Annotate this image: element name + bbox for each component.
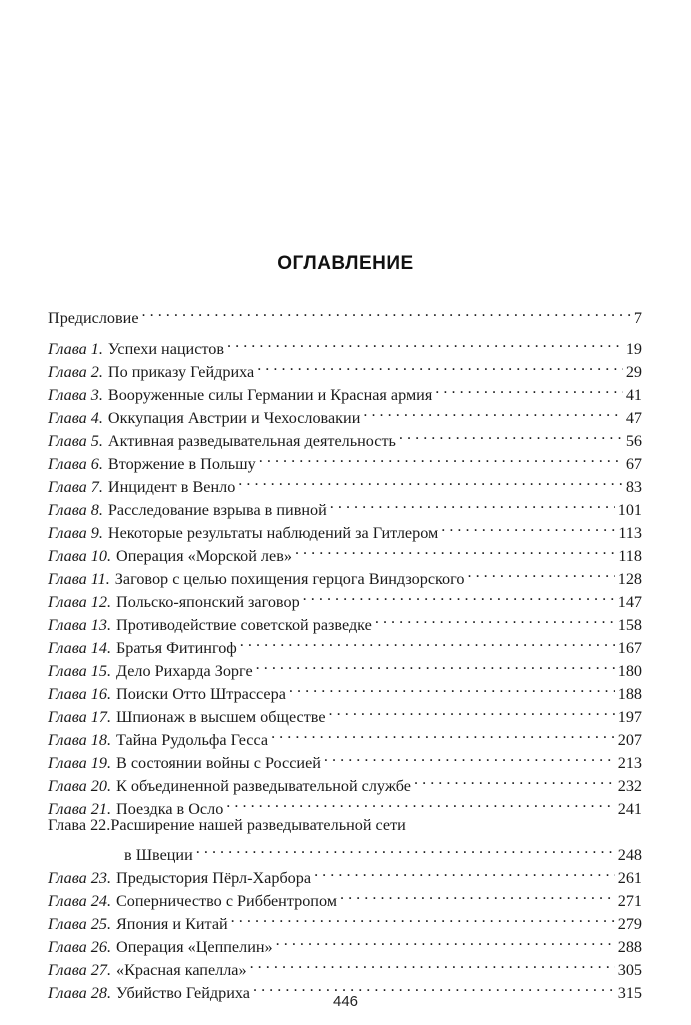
chapter-title: Инцидент в Венло: [107, 478, 236, 496]
dot-leader: [289, 676, 615, 699]
chapter-page: 101: [617, 501, 642, 519]
chapter-label: Глава 23.: [48, 869, 111, 887]
chapter-label: Глава 7.: [48, 478, 103, 496]
chapter-title: Поездка в Осло: [116, 800, 224, 818]
chapter-label: Глава 6.: [48, 455, 103, 473]
toc-entry-chapter: [48, 377, 642, 404]
chapter-page: 315: [617, 984, 642, 1002]
chapter-label: Глава 21.: [48, 800, 111, 818]
toc-entry-chapter: [48, 699, 642, 726]
chapter-title: Операция «Цеппелин»: [116, 938, 273, 956]
chapter-label: Глава 3.: [48, 386, 103, 404]
toc-entry-chapter: [48, 745, 642, 772]
toc-entry-chapter: [48, 630, 642, 657]
chapter-title: В состоянии войны с Россией: [116, 754, 321, 772]
dot-leader: [330, 492, 615, 515]
chapter-page: 113: [618, 524, 642, 542]
dot-leader: [435, 377, 623, 400]
dot-leader: [467, 561, 614, 584]
toc-entry-chapter: [48, 906, 642, 933]
chapter-page: 47: [625, 409, 642, 427]
chapter-label: Глава 19.: [48, 754, 111, 772]
dot-leader: [295, 538, 615, 561]
chapter-title: Тайна Рудольфа Гесса: [116, 731, 269, 749]
chapter-page: 261: [617, 869, 642, 887]
toc-entry-chapter: [48, 331, 642, 358]
chapter-title: Расширение нашей разведывательной сети: [110, 816, 406, 834]
chapter-title: «Красная капелла»: [116, 961, 247, 979]
chapter-page: 207: [617, 731, 642, 749]
toc-entry-chapter: [48, 883, 642, 910]
chapter-label: Глава 9.: [48, 524, 103, 542]
chapter-page: 67: [625, 455, 642, 473]
toc-entry-chapter: [48, 791, 642, 818]
preface-title: Предисловие: [48, 309, 139, 327]
chapter-page: 232: [617, 777, 642, 795]
toc-entry-chapter: [48, 354, 642, 381]
page-title: ОГЛАВЛЕНИЕ: [277, 253, 414, 274]
chapter-label: Глава 4.: [48, 409, 103, 427]
chapter-title-continuation: в Швеции: [124, 846, 193, 864]
dot-leader: [240, 630, 615, 653]
dot-leader: [303, 584, 615, 607]
dot-leader: [226, 791, 614, 814]
toc-entry-chapter: [48, 676, 642, 703]
chapter-page: 188: [617, 685, 642, 703]
chapter-page: 118: [618, 547, 642, 565]
dot-leader: [142, 300, 631, 323]
chapter-title: Противодействие советской разведке: [116, 616, 372, 634]
chapter-title: Япония и Китай: [116, 915, 228, 933]
chapter-label: Глава 14.: [48, 639, 111, 657]
toc-entry-chapter: [48, 400, 642, 427]
chapter-title: Вооруженные силы Германии и Красная армия: [107, 386, 433, 404]
chapter-page: 279: [617, 915, 642, 933]
dot-leader: [276, 929, 615, 952]
dot-leader: [196, 837, 615, 860]
chapter-label: Глава 8.: [48, 501, 103, 519]
dot-leader: [238, 469, 623, 492]
chapter-page: 271: [617, 892, 642, 910]
chapter-label: Глава 25.: [48, 915, 111, 933]
dot-leader: [340, 883, 615, 906]
dot-leader: [414, 768, 615, 791]
chapter-page: 305: [617, 961, 642, 979]
chapter-label: Глава 22.: [48, 816, 111, 834]
chapter-page: 197: [617, 708, 642, 726]
toc-entry-chapter: [48, 584, 642, 611]
dot-leader: [271, 722, 615, 745]
chapter-label: Глава 12.: [48, 593, 111, 611]
chapter-title: Предыстория Пёрл-Харбора: [116, 869, 312, 887]
dot-leader: [375, 607, 615, 630]
toc-entry-chapter: [48, 446, 642, 473]
chapter-label: Глава 27.: [48, 961, 111, 979]
chapter-page: 167: [617, 639, 642, 657]
preface-page: 7: [633, 309, 642, 327]
chapter-label: Глава 15.: [48, 662, 111, 680]
dot-leader: [363, 400, 622, 423]
chapter-title: Успехи нацистов: [107, 340, 224, 358]
dot-leader: [227, 331, 623, 354]
chapter-label: Глава 11.: [48, 570, 110, 588]
chapter-page: 288: [617, 938, 642, 956]
toc-entry-chapter: [48, 860, 642, 887]
dot-leader: [441, 515, 615, 538]
chapter-label: Глава 13.: [48, 616, 111, 634]
chapter-label: Глава 28.: [48, 984, 111, 1002]
dot-leader: [250, 952, 615, 975]
dot-leader: [259, 446, 623, 469]
chapter-label: Глава 24.: [48, 892, 111, 910]
chapter-page: 158: [617, 616, 642, 634]
chapter-page: 128: [617, 570, 642, 588]
chapter-page: 147: [617, 593, 642, 611]
toc-entry-chapter: [48, 423, 642, 450]
chapter-title: К объединенной разведывательной службе: [116, 777, 411, 795]
chapter-title: По приказу Гейдриха: [107, 363, 255, 381]
toc-entry-preface: [48, 300, 642, 327]
dot-leader: [324, 745, 615, 768]
chapter-title: Расследование взрыва в пивной: [107, 501, 327, 519]
toc-entry-chapter: [48, 722, 642, 749]
chapter-label: Глава 5.: [48, 432, 103, 450]
dot-leader: [399, 423, 623, 446]
chapter-label: Глава 17.: [48, 708, 111, 726]
chapter-title: Шпионаж в высшем обществе: [116, 708, 326, 726]
page-number: 446: [332, 993, 359, 1010]
dot-leader: [256, 653, 615, 676]
toc-entry-chapter: [48, 469, 642, 496]
chapter-label: Глава 18.: [48, 731, 111, 749]
chapter-page: 180: [617, 662, 642, 680]
chapter-label: Глава 20.: [48, 777, 111, 795]
toc-entry-chapter: [48, 561, 642, 588]
chapter-label: Глава 10.: [48, 547, 111, 565]
chapter-title: Поиски Отто Штрассера: [116, 685, 286, 703]
chapter-title: Некоторые результаты наблюдений за Гитлером: [107, 524, 439, 542]
chapter-title: Соперничество с Риббентропом: [116, 892, 337, 910]
chapter-title: Дело Рихарда Зорге: [116, 662, 253, 680]
chapter-title: Польско-японский заговор: [116, 593, 300, 611]
chapter-title: Убийство Гейдриха: [116, 984, 250, 1002]
toc-entry-chapter: [48, 538, 642, 565]
dot-leader: [314, 860, 615, 883]
chapter-title: Братья Фитингоф: [116, 639, 237, 657]
toc-entry-chapter: [48, 929, 642, 956]
chapter-title: Заговор с целью похищения герцога Виндзорского: [114, 570, 465, 588]
chapter-page: 29: [625, 363, 642, 381]
chapter-page: 248: [617, 846, 642, 864]
chapter-label: Глава 2.: [48, 363, 103, 381]
chapter-title: Оккупация Австрии и Чехословакии: [107, 409, 361, 427]
toc-entry-chapter: [48, 492, 642, 519]
chapter-page: 19: [625, 340, 642, 358]
chapter-title: Активная разведывательная деятельность: [107, 432, 396, 450]
chapter-label: Глава 1.: [48, 340, 103, 358]
chapter-label: Глава 16.: [48, 685, 111, 703]
toc-entry-chapter: [48, 653, 642, 680]
chapter-page: 56: [625, 432, 642, 450]
dot-leader: [257, 354, 623, 377]
chapter-title: Вторжение в Польшу: [107, 455, 256, 473]
toc-entry-chapter: [48, 952, 642, 979]
chapter-title: Операция «Морской лев»: [116, 547, 292, 565]
toc-entry-chapter: [48, 768, 642, 795]
toc-entry-chapter: [48, 515, 642, 542]
toc-entry-chapter: [48, 607, 642, 634]
chapter-page: 213: [617, 754, 642, 772]
dot-leader: [329, 699, 615, 722]
toc-entry-continuation: [48, 837, 642, 864]
chapter-page: 83: [625, 478, 642, 496]
chapter-page: 41: [625, 386, 642, 404]
chapter-page: 241: [617, 800, 642, 818]
chapter-label: Глава 26.: [48, 938, 111, 956]
dot-leader: [231, 906, 615, 929]
